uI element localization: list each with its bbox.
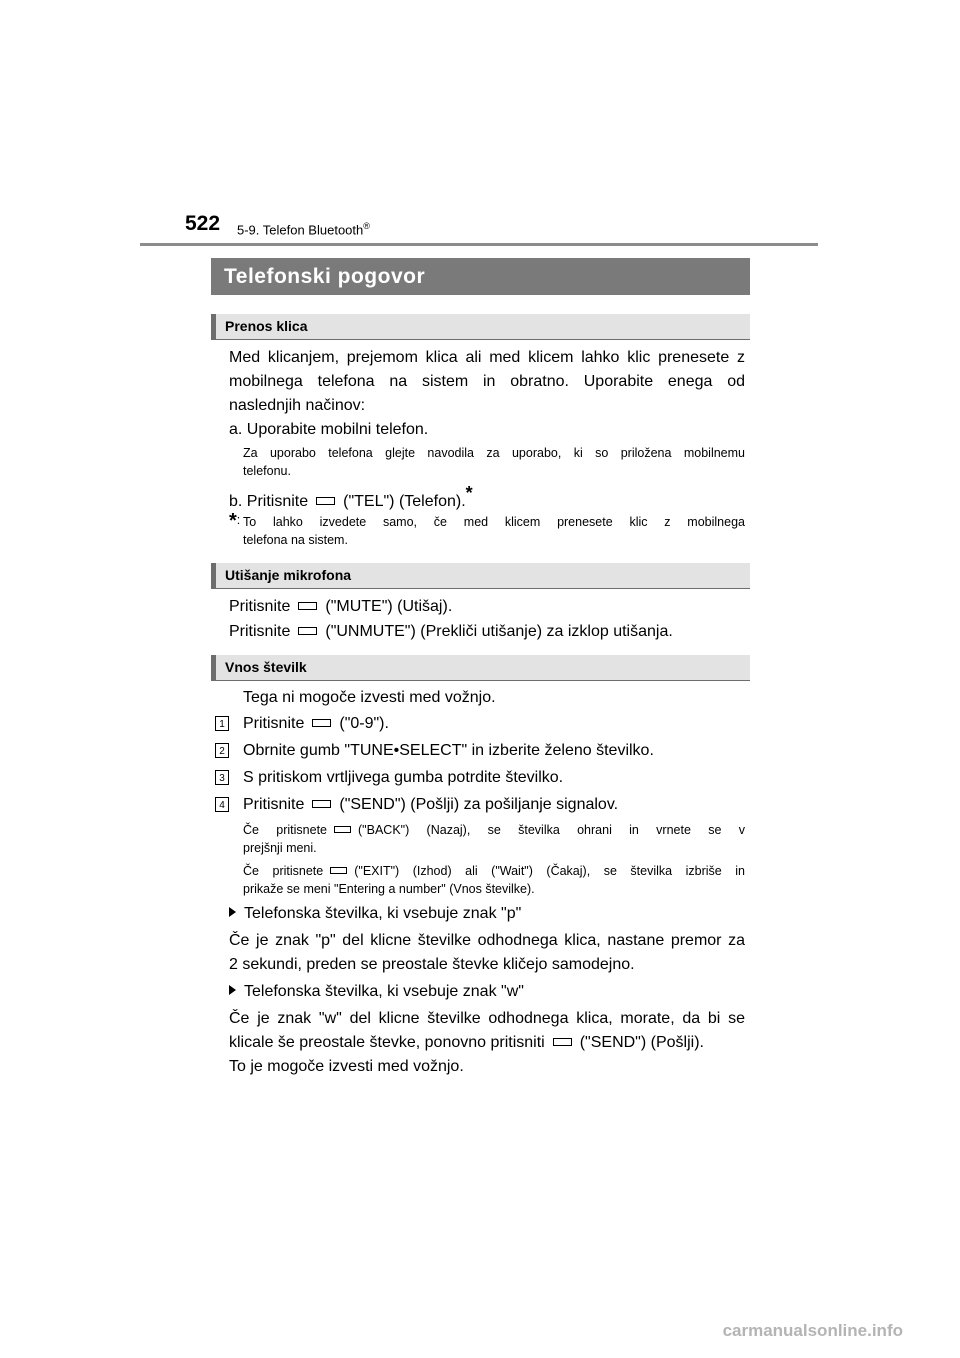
- transfer-intro-line2: mobilnega telefona na sistem in obratno. Uporabite enega od: [229, 373, 745, 390]
- page-number: 522: [185, 212, 221, 235]
- note-back-prefix: Če pritisnete: [243, 823, 328, 837]
- note-exit-prefix: Če pritisnete: [243, 864, 324, 878]
- heading-mute-mic: Utišanje mikrofona: [211, 563, 750, 589]
- mute-line1-suffix: ("MUTE") (Utišaj).: [325, 598, 453, 615]
- w-line2-suffix: ("SEND") (Pošlji).: [579, 1034, 704, 1051]
- step-number-4: 4: [215, 797, 229, 812]
- footnote-colon: :: [236, 513, 241, 527]
- option-b-suffix: ("TEL") (Telefon).: [343, 493, 466, 510]
- transfer-intro-line3: naslednjih načinov:: [229, 397, 366, 414]
- w-heading-text: Telefonska številka, ki vsebuje znak "w": [244, 983, 524, 1000]
- mute-line2-suffix: ("UNMUTE") (Prekliči utišanje) za izklop utišanja.: [325, 623, 673, 640]
- step-1-prefix: Pritisnite: [243, 715, 305, 732]
- p-heading: [229, 902, 521, 926]
- footnote-asterisk: *: [229, 510, 237, 532]
- step-2: Obrnite gumb "TUNE•SELECT" in izberite želeno številko.: [243, 742, 654, 759]
- note-back-suffix: ("BACK") (Nazaj), se številka ohrani in vrnete se v: [358, 823, 745, 837]
- step-4-suffix: ("SEND") (Pošlji) za pošiljanje signalov.: [339, 796, 619, 813]
- w-text-line1: Če je znak "w" del klicne številke odhodnega klica, morate, da bi se: [229, 1010, 745, 1027]
- note-exit-suffix: ("EXIT") (Izhod) ali ("Wait") (Čakaj), se številka izbriše in: [354, 864, 745, 878]
- option-b-prefix: b. Pritisnite: [229, 493, 309, 510]
- watermark: carmanualsonline.info: [722, 1321, 903, 1340]
- footnote-marker: [229, 511, 240, 530]
- send-button-icon: [312, 800, 331, 808]
- note-exit-line2: prikaže se meni "Entering a number" (Vnos številke).: [243, 882, 535, 896]
- digits-button-icon: [312, 719, 331, 727]
- send-button-icon: [553, 1038, 572, 1046]
- step-3: S pritiskom vrtljivega gumba potrdite številko.: [243, 769, 564, 786]
- step-1-suffix: ("0-9").: [339, 715, 389, 732]
- unmute-button-icon: [298, 627, 317, 635]
- back-button-icon: [334, 826, 351, 833]
- step-4-prefix: Pritisnite: [243, 796, 305, 813]
- p-heading-text: Telefonska številka, ki vsebuje znak "p": [244, 905, 522, 922]
- mute-button-icon: [298, 602, 317, 610]
- p-text-line1: Če je znak "p" del klicne številke odhodnega klica, nastane premor za: [229, 932, 745, 949]
- arrow-right-icon: [229, 907, 236, 917]
- mute-line1: [229, 595, 452, 619]
- footnote-line2: telefona na sistem.: [243, 533, 348, 547]
- section-label: [237, 221, 370, 237]
- tel-button-icon: [316, 497, 335, 505]
- section-label-text: 5-9. Telefon Bluetooth: [237, 222, 364, 238]
- heading-call-transfer: Prenos klica: [211, 314, 750, 340]
- w-text-line3: To je mogoče izvesti med vožnjo.: [229, 1058, 464, 1075]
- step-number-2: 2: [215, 743, 229, 758]
- mute-line1-prefix: Pritisnite: [229, 598, 291, 615]
- note-back-line1: [243, 821, 745, 839]
- digits-intro: Tega ni mogoče izvesti med vožnjo.: [243, 689, 496, 706]
- w-line2-prefix: klicale še preostale števke, ponovno pritisniti: [229, 1034, 545, 1051]
- step-number-3: 3: [215, 770, 229, 785]
- mute-line2-prefix: Pritisnite: [229, 623, 291, 640]
- option-a: a. Uporabite mobilni telefon.: [229, 421, 429, 438]
- step-4: [243, 793, 618, 817]
- header-divider: [140, 243, 818, 246]
- transfer-intro-line1: Med klicanjem, prejemom klica ali med klicem lahko klic prenesete z: [229, 349, 745, 366]
- page-title: Telefonski pogovor: [211, 258, 750, 295]
- p-text-line2: 2 sekundi, preden se preostale števke kličejo samodejno.: [229, 956, 635, 973]
- option-b: [229, 481, 473, 514]
- note-a-line2: telefonu.: [243, 464, 291, 478]
- arrow-right-icon: [229, 985, 236, 995]
- exit-button-icon: [330, 867, 347, 874]
- step-number-1: 1: [215, 716, 229, 731]
- mute-line2: [229, 620, 673, 644]
- heading-enter-digits: Vnos številk: [211, 655, 750, 681]
- note-back-line2: prejšnji meni.: [243, 841, 317, 855]
- step-1: [243, 712, 389, 736]
- note-exit-line1: [243, 862, 745, 880]
- asterisk-mark: *: [465, 483, 473, 503]
- w-text-line2: [229, 1031, 704, 1055]
- note-a-line1: Za uporabo telefona glejte navodila za uporabo, ki so priložena mobilnemu: [243, 446, 745, 460]
- footnote-line1: To lahko izvedete samo, če med klicem prenesete klic z mobilnega: [243, 515, 745, 529]
- w-heading: [229, 980, 524, 1004]
- registered-mark: ®: [363, 221, 370, 231]
